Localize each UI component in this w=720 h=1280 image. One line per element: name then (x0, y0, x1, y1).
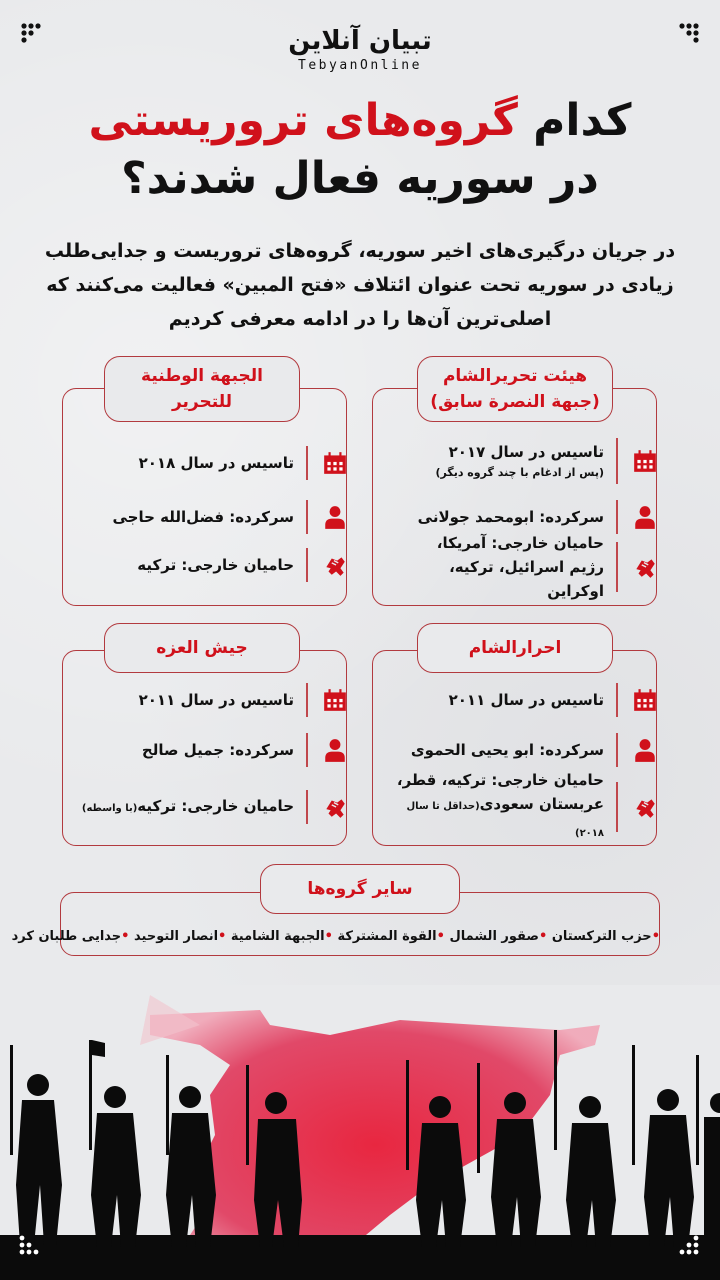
page-title (0, 92, 720, 208)
corner-dots-icon (678, 1234, 702, 1258)
calendar-icon (630, 446, 660, 476)
hts-sponsors-2: رژیم اسرائیل، ترکیه، اوکراین (449, 558, 604, 600)
hts-leader: سرکرده: ابومحمد جولانی (417, 508, 604, 526)
silhouette-illustration (0, 985, 720, 1280)
group-card-izza-title: جیش العزه (104, 623, 300, 673)
logo-english: TebyanOnline (298, 58, 422, 73)
hts-sponsors-row (390, 534, 660, 600)
hts-founded: تاسیس در سال ۲۰۱۷ (448, 443, 604, 461)
ahrar-sponsors-2: عربستان سعودی (479, 795, 604, 813)
group-card-ahrar-title: احرارالشام (417, 623, 613, 673)
divider (306, 790, 308, 824)
izza-sponsors: حامیان خارجی: ترکیه (137, 796, 294, 815)
divider (616, 542, 618, 592)
izza-leader-row (80, 733, 350, 767)
calendar-icon (630, 685, 660, 715)
brand-logo (0, 26, 720, 73)
handshake-fist-icon (630, 552, 660, 582)
hts-founded-note: (پس از ادغام با چند گروه دیگر) (435, 466, 604, 479)
divider (616, 683, 618, 717)
divider (306, 548, 308, 582)
calendar-icon (320, 685, 350, 715)
person-icon (630, 502, 660, 532)
corner-dots-icon (18, 1234, 42, 1258)
ahrar-leader-row (390, 733, 660, 767)
divider (616, 782, 618, 832)
title-part1: کدام (533, 95, 632, 146)
ahrar-sponsors-note: (حداقل تا سال ۲۰۱۸) (406, 801, 604, 839)
others-item: الجبهة الشامية (230, 929, 325, 944)
title-highlight: گروه‌های تروریستی (88, 95, 518, 146)
others-item: صقور الشمال (449, 929, 539, 944)
nfl-sponsors-row (80, 548, 350, 582)
others-list: •حزب الترکستان •صقور الشمال •القوة المشترکة •الجبهة الشامية •انصار التوحید •جدایی طلبان کرد (11, 929, 660, 944)
divider (616, 733, 618, 767)
others-item: انصار التوحید (134, 929, 219, 944)
others-item: القوة المشترکة (337, 929, 437, 944)
title-line2: در سوریه فعال شدند؟ (121, 153, 599, 204)
ahrar-sponsors-1: حامیان خارجی: ترکیه، قطر، (396, 771, 604, 789)
izza-founded-row (80, 683, 350, 717)
ahrar-leader: سرکرده: ابو یحیی الحموی (410, 741, 604, 759)
handshake-fist-icon (320, 550, 350, 580)
calendar-icon (320, 448, 350, 478)
person-icon (320, 735, 350, 765)
izza-founded: تاسیس در سال ۲۰۱۱ (138, 691, 294, 709)
ahrar-sponsors-row (380, 771, 660, 839)
nfl-founded-row (80, 446, 350, 480)
divider (306, 446, 308, 480)
handshake-fist-icon (630, 792, 660, 822)
others-item: حزب الترکستان (551, 929, 652, 944)
nfl-founded: تاسیس در سال ۲۰۱۸ (138, 454, 294, 472)
group-card-hts-title: هیئت تحریرالشام (جبهة النصرة سابق) (417, 356, 613, 422)
divider (616, 500, 618, 534)
divider (616, 438, 618, 484)
hts-sponsors-1: حامیان خارجی: آمریکا، (436, 534, 604, 552)
others-title: سایر گروه‌ها (260, 864, 460, 914)
nfl-leader-row (80, 500, 350, 534)
nfl-leader: سرکرده: فضل‌الله حاجی (112, 508, 294, 526)
divider (306, 683, 308, 717)
others-item: جدایی طلبان کرد (11, 929, 122, 944)
logo-persian: تبیان آنلاین (288, 26, 432, 56)
ahrar-founded: تاسیس در سال ۲۰۱۱ (448, 691, 604, 709)
person-icon (630, 735, 660, 765)
ahrar-founded-row (390, 683, 660, 717)
izza-leader: سرکرده: جمیل صالح (141, 741, 294, 759)
hts-founded-row (390, 438, 660, 484)
hts-leader-row (390, 500, 660, 534)
izza-sponsors-row (80, 790, 350, 824)
divider (306, 500, 308, 534)
izza-sponsors-note: (با واسطه) (81, 802, 138, 814)
intro-paragraph: در جریان درگیری‌های اخیر سوریه، گروه‌های تروریست و جدایی‌طلب زیادی در سوریه تحت عنوان ائتلاف «فتح المبین» فعالیت می‌کنند که اصلی‌ترین آن‌ها را در ادامه معرفی کردیم (44, 240, 676, 330)
group-card-nfl-title: الجبهة الوطنية للتحرير (104, 356, 300, 422)
handshake-fist-icon (320, 792, 350, 822)
person-icon (320, 502, 350, 532)
nfl-sponsors: حامیان خارجی: ترکیه (137, 556, 294, 574)
divider (306, 733, 308, 767)
